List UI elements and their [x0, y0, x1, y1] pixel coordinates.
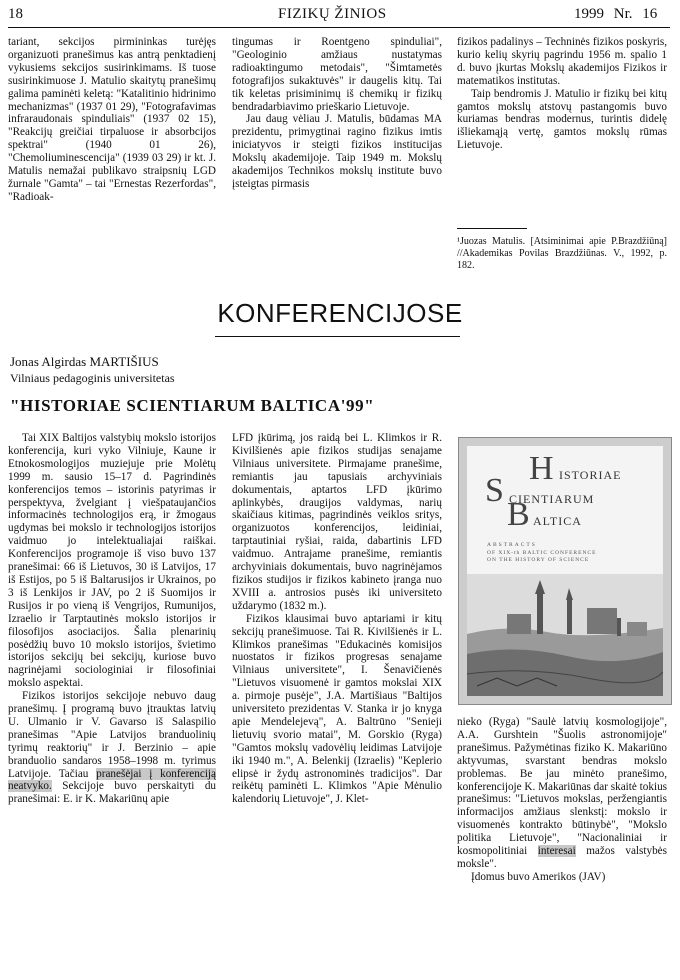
author-affiliation: Vilniaus pedagoginis universitetas	[10, 371, 175, 385]
cover-subtitle-2: ON THE HISTORY OF SCIENCE	[487, 557, 590, 563]
section-rule	[215, 336, 460, 337]
paragraph: tariant, sekcijos pirmininkas turėjęs organizuoti pranešimus kas antrą penktadienį vykusiems sekcijos susirinkimams. Iš tuose susirinkimuose J. Matulio skaitytų pranešimų galima paminėti keletą: "Katalitinio hidrinimo mechanizmas" (1937 01 29), "Fotografavimas infraraudonais spinduliais" (1937 02 15), "Reakcijų greičiai tirpaluose ir absorbcijos spektrai" (1940 01 26), "Chemoliuminescencija" (1939 03 29) ir kt. J. Matulis nemažai publikavo straipsnių LGD žurnale "Gamta" – tai "Ernestas Rezerfordas", "Radioak-	[8, 36, 216, 203]
article-column-1	[8, 432, 216, 806]
book-cover-panel	[467, 446, 663, 696]
cover-word-1: ISTORIAE	[559, 468, 622, 482]
text-run: Sekcijoje buvo perskaityti du pranešimai: E. ir K. Makariūnų apie	[8, 780, 217, 806]
article-column-2	[232, 432, 442, 806]
cover-subtitle-1: OF XIX-th BALTIC CONFERENCE	[487, 550, 597, 556]
cover-abstracts: ABSTRACTS	[487, 542, 537, 548]
book-cover-image	[458, 437, 672, 705]
top-column-3	[457, 36, 667, 152]
cover-word-3: ALTICA	[533, 514, 582, 528]
paragraph: Fizikos klausimai buvo aptariami ir kitų sekcijų pranešimuose. Tai R. Kivilšienės ir L. Klimkos pranešimas "Edukacinės komisijos nuostatos ir fizikos progresas senajame Vilniaus universitete", I. Šenavičienės "Lietuvos visuomenė ir gamtos mokslai XIX a. pirmoje pusėje", J.A. Martišiaus "Baltijos universiteto prezidentas V. Stanka ir jo knyga apie Mendelejevą", A. Baltrūno "Senieji lietuvių svorio matai", M. Gorskio (Ryga) "Gamtos mokslų vadovėlių leidimas Latvijoje iki 1940 m.", A. Belenkij (Izraelis) "Keplerio elipsė ir žydų astronominės tradicijos". Dar reikėtų paminėti L. Klimkos "Apie Mėnulio kalendorių Lietuvoje", J. Klet-	[232, 612, 442, 806]
footnote-rule	[457, 228, 527, 229]
cover-city-engraving	[467, 574, 663, 696]
paragraph: Taip bendromis J. Matulio ir fizikų bei kitų gamtos mokslų atstovų pastangomis buvo kuriamas bendras modernus, turintis didelę išliekamąją vertę, gamtos mokslų rūmas Lietuvoje.	[457, 87, 667, 152]
top-column-1	[8, 36, 216, 204]
text-run: nieko (Ryga) "Saulė latvių kosmologijoje", A.A. Gurshtein "Šuolis astronomijoje" pranešimus. Pažymėtinas fiziko K. Makariūno aktyvumas, svarstant bendras mokslo problemas. Be jau minėto pranešimo, konferencijoje K. Makariūnas dar skaitė tokius pranešimus: "Lietuvos mokslas, peržengiantis informacijos amžiaus slenkstį: mokslo ir visuomenės kontrakto būtinybė", "Mokslo politika Lietuvoje", "Nacionaliniai ir kosmopolitiniai	[457, 716, 668, 858]
highlighted-text: pranešėjai į konferenciją neatvyko.	[8, 767, 216, 793]
header-rule	[8, 27, 670, 28]
cover-initial-b: B	[507, 496, 530, 533]
section-title: KONFERENCIJOSE	[217, 298, 463, 328]
paragraph: Tai XIX Baltijos valstybių mokslo istorijos konferencija, kuri vyko Vilniuje, Kaune ir Etnokosmologijos muziejuje prie Molėtų 1999 m. sausio 15–17 d. Pagrindinės konferencijos temos – istorinis patyrimas ir perspektyva, žvelgiant į viešpataujančios informacinės technologijos erą, ir žmogaus ugdymas bei mokslo ir technologijos istorijos vaidmuo jo intelektualiajai raiškai. Konferencijos programoje iš viso buvo 137 pranešimai: 66 iš Lietuvos, 30 iš Latvijos, 17 iš Estijos, po 5 iš Baltarusijos ir Ukrainos, po 3 iš Lenkijos ir JAV, po 2 iš Suomijos ir Rusijos ir po vieną iš Vengrijos, Rumunijos, Izraelio ir Tarptautinės mokslo istorijos ir filosofijos asociacijos. Šalia plenarinių posėdžių buvo 10 mokslo istorijos, švietimo istorijos sekcijų bei sekcijų, kuriose buvo nagrinėjami sociologiniai ir filosofiniai mokslo aspektai.	[8, 432, 216, 690]
top-column-2	[232, 36, 442, 191]
cover-word-2: CIENTIARUM	[509, 492, 595, 506]
paragraph: Jau daug vėliau J. Matulis, būdamas MA prezidentu, primygtinai ragino fizikus imtis iniciatyvos ir steigti fizikos institucijas Mokslų akademijoje. Taip 1949 m. Mokslų akademijos Technikos mokslų institute buvo įsteigtas pirmasis	[232, 113, 442, 190]
highlighted-text: interesai	[537, 845, 576, 858]
article-column-3	[457, 716, 667, 884]
text-run: Fizikos istorijos sekcijoje nebuvo daug pranešimų. Į programą buvo įtrauktas latvių U. Ulmanio ir V. Gavarso iš Salaspilio pranešimas "Apie Latvijos branduolinių tyrimų reaktorių" ir J. Berzinio – apie branduolio sandaros 1958–1998 m. tyrimus Latvijoje. Tačiau	[8, 690, 216, 780]
paragraph: tingumas ir Roentgeno spinduliai", "Geologinio amžiaus nustatymas radioaktingumo metodais", "Šimtametės fotografijos sukaktuvės" ir daugelis kitų. Tai tik keletas prisiminimų iš chemikų ir fizikų bendradarbiavimo prieškario Lietuvoje.	[232, 36, 442, 113]
paragraph	[8, 690, 216, 806]
cover-initial-s: S	[485, 472, 504, 509]
paragraph	[457, 716, 667, 871]
cover-initial-h: H	[529, 450, 554, 487]
page-number: 18	[8, 6, 23, 22]
paragraph: Įdomus buvo Amerikos (JAV)	[471, 870, 606, 883]
article-title: "HISTORIAE SCIENTIARUM BALTICA'99"	[10, 396, 375, 415]
paragraph: fizikos padalinys – Techninės fizikos poskyris, kurio kelių skyrių pagrindu 1956 m. spalio 1 d. buvo įkurtas Mokslų akademijos Fizikos ir matematikos institutas.	[457, 36, 667, 87]
paragraph: LFD įkūrimą, jos raidą bei L. Klimkos ir R. Kivilšienės apie fizikos studijas senajame Vilniaus universitete. Pirmajame pranešime, remiantis jau tapusiais archyviniais dokumentais, aptartos LFD įkūrimo aplinkybės, draugijos valdymas, narių skaičiaus kitimas, pagrindinės veiklos sritys, organizuotos konferencijos, leidiniai, tarptautiniai ryšiai, raida, dabartinis LFD vaidmuo. Antrajame pranešime, remiantis archyviniais dokumentais, buvo nagrinėjamos fizikos studijos ir fizikos kabineto įranga nuo XVIII a. antrosios pusės iki universiteto uždarymo (1832 m.).	[232, 432, 442, 612]
author-name: Jonas Algirdas MARTIŠIUS	[10, 354, 159, 369]
text-run: mažos valstybės moksle".	[457, 845, 667, 870]
issue-label: 1999 Nr. 16	[574, 6, 658, 22]
footnote: ¹Juozas Matulis. [Atsiminimai apie P.Brazdžiūną] //Akademikas Povilas Brazdžiūnas. V., 1992, p. 182.	[457, 236, 667, 271]
journal-title: FIZIKŲ ŽINIOS	[278, 6, 387, 22]
